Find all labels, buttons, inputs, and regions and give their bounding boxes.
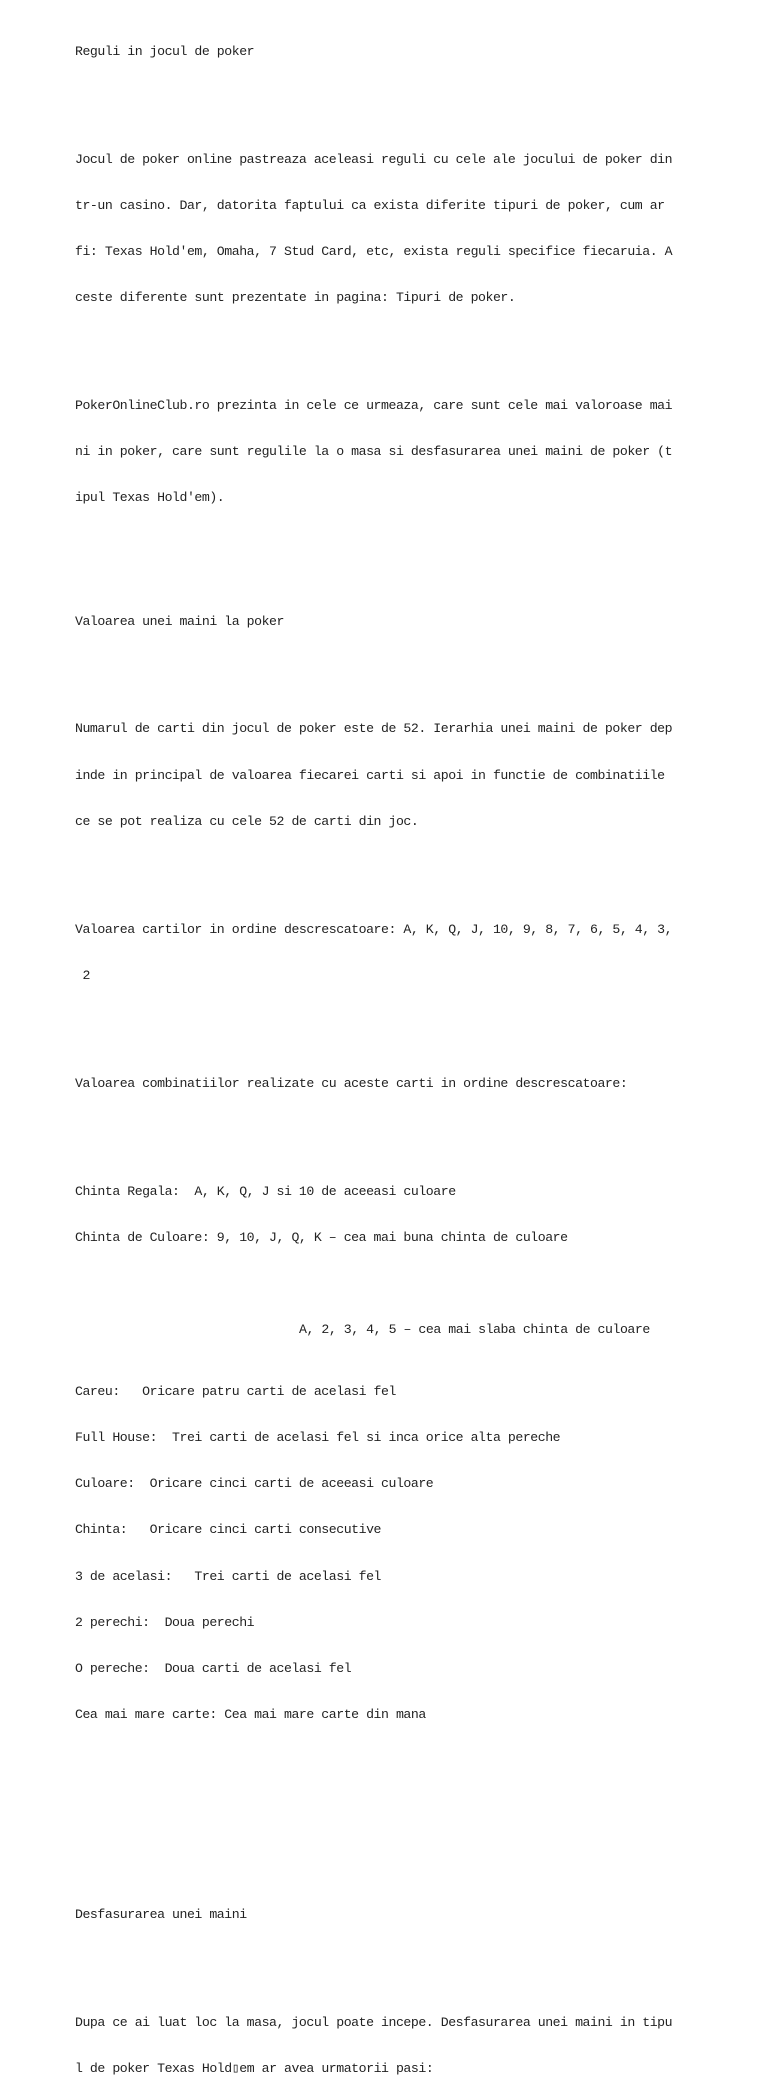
intro-line: Jocul de poker online pastreaza aceleasi reguli cu cele ale jocului de poker din <box>75 151 673 167</box>
hand-four-of-a-kind: Careu: Oricare patru carti de acelasi fel <box>75 1383 396 1399</box>
page-title: Reguli in jocul de poker <box>75 43 255 59</box>
intro2-line: ni in poker, care sunt regulile la o masa si desfasurarea unei maini de poker (t <box>75 444 673 460</box>
hand-royal-flush: Chinta Regala: A, K, Q, J si 10 de aceeasi culoare <box>75 1183 456 1199</box>
section1-para-line: ce se pot realiza cu cele 52 de carti din joc. <box>75 813 419 829</box>
intro-line: tr-un casino. Dar, datorita faptului ca exista diferite tipuri de poker, cum ar <box>75 197 665 213</box>
card-order-line: Valoarea cartilor in ordine descrescatoare: A, K, Q, J, 10, 9, 8, 7, 6, 5, 4, 3, <box>75 921 673 937</box>
section2-para-line: l de poker Texas Hold▯em ar avea urmatorii pasi: <box>75 2061 434 2077</box>
intro2-line: ipul Texas Hold'em). <box>75 490 225 506</box>
hand-one-pair: O pereche: Doua carti de acelasi fel <box>75 1660 352 1676</box>
card-order-line: 2 <box>75 967 90 983</box>
hand-flush: Culoare: Oricare cinci carti de aceeasi culoare <box>75 1476 434 1492</box>
section1-para-line: Numarul de carti din jocul de poker este de 52. Ierarhia unei maini de poker dep <box>75 721 673 737</box>
intro2-line: PokerOnlineClub.ro prezinta in cele ce urmeaza, care sunt cele mai valoroase mai <box>75 398 673 414</box>
combo-intro: Valoarea combinatiilor realizate cu aceste carti in ordine descrescatoare: <box>75 1075 628 1091</box>
intro-line: fi: Texas Hold'em, Omaha, 7 Stud Card, etc, exista reguli specifice fiecaruia. A <box>75 244 673 260</box>
section-heading-hand-value: Valoarea unei maini la poker <box>75 613 284 629</box>
hand-straight: Chinta: Oricare cinci carti consecutive <box>75 1522 382 1538</box>
document-page <box>75 13 695 2092</box>
intro-line: ceste diferente sunt prezentate in pagina: Tipuri de poker. <box>75 290 516 306</box>
hand-full-house: Full House: Trei carti de acelasi fel si inca orice alta pereche <box>75 1429 561 1445</box>
hand-three-of-a-kind: 3 de acelasi: Trei carti de acelasi fel <box>75 1568 382 1584</box>
hand-two-pair: 2 perechi: Doua perechi <box>75 1614 255 1630</box>
section1-para-line: inde in principal de valoarea fiecarei carti si apoi in functie de combinatiile <box>75 767 665 783</box>
hand-high-card: Cea mai mare carte: Cea mai mare carte din mana <box>75 1707 426 1723</box>
hand-straight-flush-low: A, 2, 3, 4, 5 – cea mai slaba chinta de culoare <box>299 1322 650 1338</box>
hand-straight-flush: Chinta de Culoare: 9, 10, J, Q, K – cea mai buna chinta de culoare <box>75 1229 568 1245</box>
section2-para-line: Dupa ce ai luat loc la masa, jocul poate incepe. Desfasurarea unei maini in tipu <box>75 2015 673 2031</box>
section-heading-hand-flow: Desfasurarea unei maini <box>75 1907 247 1923</box>
